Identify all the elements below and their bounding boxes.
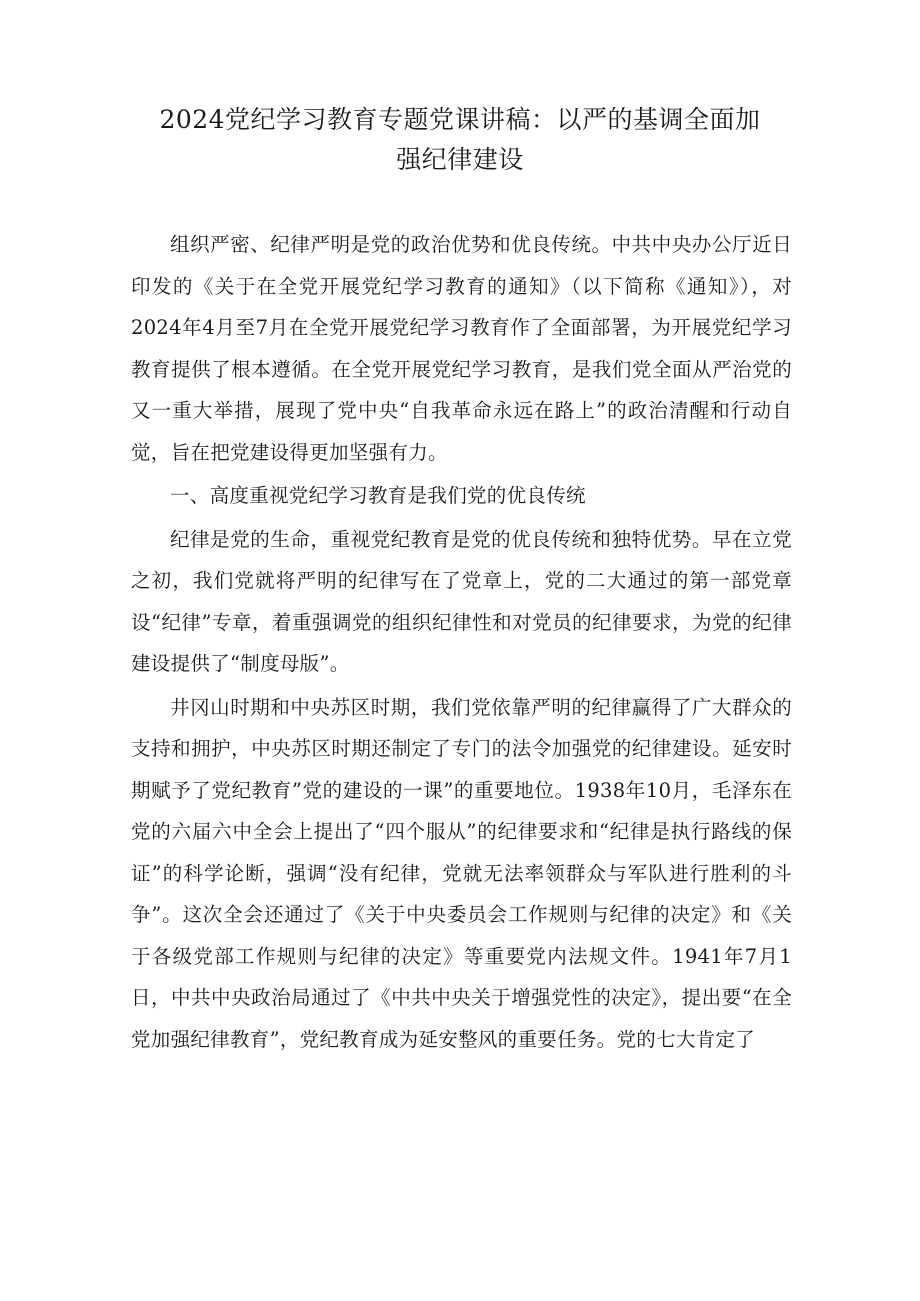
- document-title: [100, 100, 820, 180]
- section-heading-1: 一、高度重视党纪学习教育是我们党的优良传统: [170, 484, 586, 507]
- paragraph-intro: 组织严密、纪律严明是党的政治优势和优良传统。中共中央办公厅近日印发的《关于在全党开展党纪学习教育的通知》（以下简称《通知》），对2024年4月至7月在全党开展党纪学习教育作了全面部署，为开展党纪学习教育提供了根本遵循。在全党开展党纪学习教育，是我们党全面从严治党的又一重大举措，展现了党中央“自我革命永远在路上”的政治清醒和行动自觉，旨在把党建设得更加坚强有力。: [131, 233, 792, 464]
- paragraph-discipline-life: 纪律是党的生命，重视党纪教育是党的优良传统和独特优势。早在立党之初，我们党就将严明的纪律写在了党章上，党的二大通过的第一部党章设“纪律”专章，着重强调党的组织纪律性和对党员的纪律要求，为党的纪律建设提供了“制度母版”。: [131, 527, 792, 675]
- paragraph-history: 井冈山时期和中央苏区时期，我们党依靠严明的纪律赢得了广大群众的支持和拥护，中央苏区时期还制定了专门的法令加强党的纪律建设。延安时期赋予了党纪教育”党的建设的一课”的重要地位。1938年10月，毛泽东在党的六届六中全会上提出了“四个服从”的纪律要求和“纪律是执行路线的保证”的科学论断，强调“没有纪律，党就无法率领群众与军队进行胜利的斗争”。这次全会还通过了《关于中央委员会工作规则与纪律的决定》和《关于各级党部工作规则与纪律的决定》等重要党内法规文件。1941年7月1日，中共中央政治局通过了《中共中央关于增强党性的决定》，提出要“在全党加强纪律教育”，党纪教育成为延安整风的重要任务。党的七大肯定了: [131, 695, 792, 1051]
- document-body: [131, 224, 792, 1060]
- title-line-1: 2024党纪学习教育专题党课讲稿：以严的基调全面加: [159, 105, 761, 134]
- title-line-2: 强纪律建设: [396, 145, 524, 174]
